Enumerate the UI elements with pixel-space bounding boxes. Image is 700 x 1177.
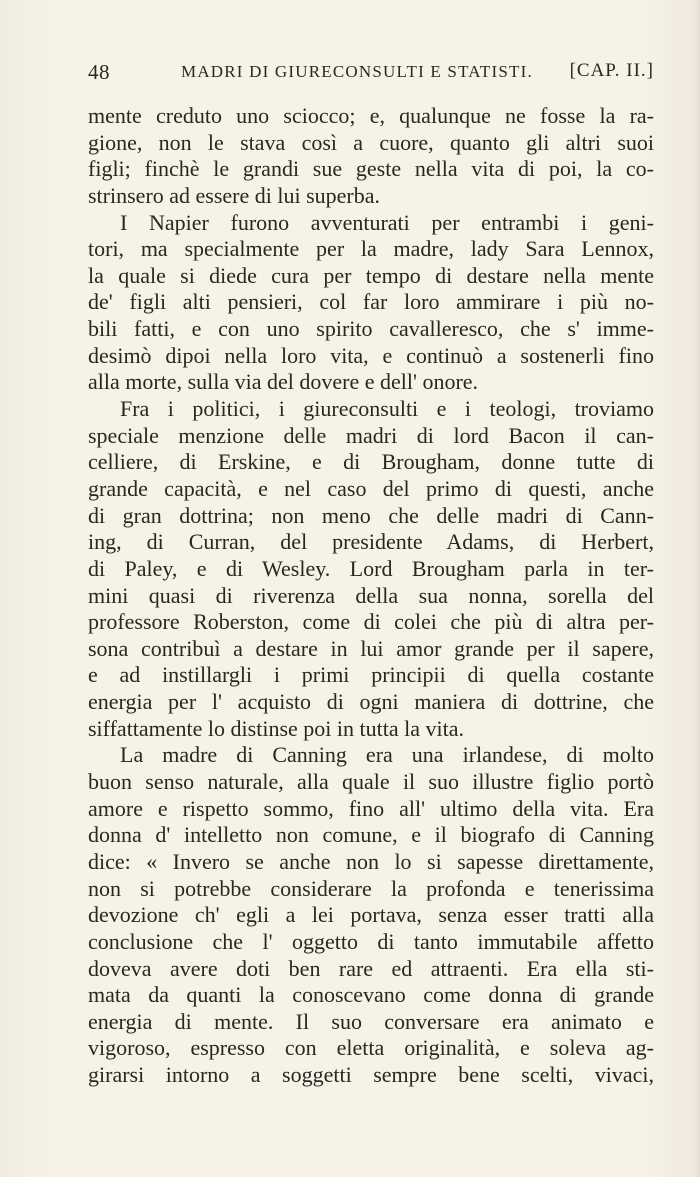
text-line: bili fatti, e con uno spirito cavalleresco, che s' imme- [88,316,654,342]
text-line: energia per l' acquisto di ogni maniera di dottrine, che [88,689,654,715]
text-line: e ad instillargli i primi principii di quella costante [88,662,654,688]
text-line: figli; finchè le grandi sue geste nella vita di poi, la co- [88,156,654,182]
text-line: girarsi intorno a soggetti sempre bene scelti, vivaci, [88,1062,654,1088]
text-line: strinsero ad essere di lui superba. [88,182,381,208]
text-line: buon senso naturale, alla quale il suo illustre figlio portò [88,769,654,795]
text-line: celliere, di Erskine, e di Brougham, donne tutte di [88,449,654,475]
text-line: desimò dipoi nella loro vita, e continuò a sostenerli fino [88,342,654,368]
running-header [88,58,654,88]
text-line: mini quasi di riverenza della sua nonna, sorella del [88,582,654,608]
text-line: la quale si diede cura per tempo di destare nella mente [88,262,654,288]
text-line: La madre di Canning era una irlandese, di molto [120,742,654,768]
text-line: gione, non le stava così a cuore, quanto gli altri suoi [88,129,654,155]
text-line: donna d' intelletto non comune, e il biografo di Canning [88,822,654,848]
text-line: conclusione che l' oggetto di tanto immutabile affetto [88,928,654,954]
text-line: doveva avere doti ben rare ed attraenti. Era ella sti- [88,955,654,981]
text-line: grande capacità, e nel caso del primo di questi, anche [88,475,654,501]
chapter-reference: [CAP. II.] [569,60,654,81]
text-line: mente creduto uno sciocco; e, qualunque ne fosse la ra- [88,103,654,128]
text-line: professore Roberston, come di colei che più di altra per- [88,609,654,635]
text-line: non si potrebbe considerare la profonda e tenerissima [88,875,654,901]
text-line: sona contribuì a destare in lui amor grande per il sapere, [88,635,654,661]
page-number: 48 [88,60,110,84]
text-line: di gran dottrina; non meno che delle madri di Cann- [88,502,654,528]
text-line: dice: « Invero se anche non lo si sapesse direttamente, [88,848,654,874]
text-line: Fra i politici, i giureconsulti e i teologi, troviamo [120,396,654,422]
text-line: di Paley, e di Wesley. Lord Brougham parla in ter- [88,555,654,581]
text-line: devozione ch' egli a lei portava, senza esser tratti alla [88,902,654,928]
text-line: amore e rispetto sommo, fino all' ultimo della vita. Era [88,795,654,821]
text-line: vigoroso, espresso con eletta originalità, e soleva ag- [88,1035,654,1061]
running-title: MADRI DI GIURECONSULTI E STATISTI. [181,62,533,81]
text-line: de' figli alti pensieri, col far loro ammirare i più no- [88,289,654,315]
body-text [88,103,654,1089]
text-line: I Napier furono avventurati per entrambi i geni- [120,209,654,235]
text-line: alla morte, sulla via del dovere e dell' onore. [88,369,479,395]
text-line: mata da quanti la conoscevano come donna di grande [88,982,654,1008]
text-line: siffattamente lo distinse poi in tutta la vita. [88,715,464,741]
text-line: speciale menzione delle madri di lord Bacon il can- [88,422,654,448]
text-line: tori, ma specialmente per la madre, lady Sara Lennox, [88,236,654,262]
text-line: ing, di Curran, del presidente Adams, di Herbert, [88,529,654,555]
page-edge-shadow [694,0,700,1177]
text-line: energia di mente. Il suo conversare era animato e [88,1008,654,1034]
